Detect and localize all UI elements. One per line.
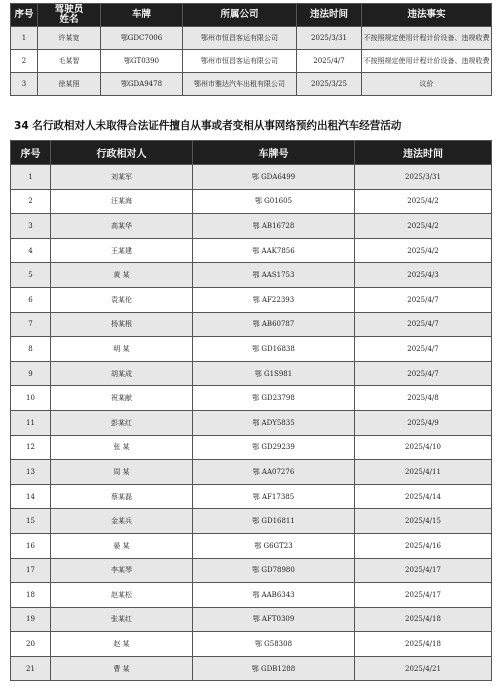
table-row [11,583,492,608]
table-cell: 2025/4/11 [355,460,492,485]
table-cell: 鄂GT0390 [101,50,183,73]
column-header: 驾驶员姓名 [38,4,101,27]
table-cell: 8 [11,337,51,362]
table-cell: 3 [11,214,51,239]
table-cell: 2025/4/2 [355,189,492,214]
table-cell: 鄂 AAS1753 [193,263,355,288]
table-cell: 鄂 G01605 [193,189,355,214]
table-cell: 鄂 AAB6343 [193,583,355,608]
table-row [11,607,492,632]
table-cell: 鄂 AF17385 [193,484,355,509]
table-cell: 2025/4/8 [355,386,492,411]
table-cell: 2025/4/14 [355,484,492,509]
table-cell: 14 [11,484,51,509]
table-cell: 彭某红 [51,410,193,435]
table-row [11,460,492,485]
table-cell: 黄 某 [51,263,193,288]
table-row [11,435,492,460]
table-cell: 2025/4/17 [355,558,492,583]
table-cell: 2025/4/21 [355,656,492,681]
table-cell: 2025/4/7 [297,50,362,73]
table-cell: 11 [11,410,51,435]
table-cell: 18 [11,583,51,608]
table-cell: 高某华 [51,214,193,239]
table-body [11,165,492,681]
table-cell: 鄂 AA07276 [193,460,355,485]
table-row [11,337,492,362]
table-row [11,312,492,337]
table-cell: 鄂 GD29239 [193,435,355,460]
table-cell: 汪某海 [51,189,193,214]
table-cell: 鄂 GD16838 [193,337,355,362]
column-header: 车牌号 [193,141,355,165]
table-cell: 5 [11,263,51,288]
table-cell: 12 [11,435,51,460]
table-cell: 19 [11,607,51,632]
table-cell: 20 [11,632,51,657]
table-cell: 2025/3/25 [297,73,362,96]
section-heading: 34 名行政相对人未取得合法证件擅自从事或者变相从事网络预约出租汽车经营活动 [14,120,402,132]
table-cell: 鄂 AAK7856 [193,238,355,263]
table-cell: 议价 [362,73,492,96]
table-cell: 杨某根 [51,312,193,337]
table-cell: 明 某 [51,337,193,362]
table-cell: 鄂 G1S981 [193,361,355,386]
table-row [11,361,492,386]
table-cell: 鄂 AB16728 [193,214,355,239]
table-cell: 徐某照 [38,73,101,96]
table-cell: 2025/3/31 [297,27,362,50]
table-row [11,533,492,558]
table-cell: 2025/4/7 [355,287,492,312]
table-cell: 2025/4/18 [355,632,492,657]
table-cell: 王某建 [51,238,193,263]
table-row [11,287,492,312]
table-cell: 鄂 AFT0309 [193,607,355,632]
table-row [11,165,492,190]
table-row [11,632,492,657]
table-cell: 2025/4/15 [355,509,492,534]
table-row [11,50,492,73]
table-cell: 鄂 AB60787 [193,312,355,337]
table-row [11,263,492,288]
table-cell: 鄂 G58308 [193,632,355,657]
table-cell: 9 [11,361,51,386]
table-row [11,214,492,239]
table-cell: 鄂GDC7006 [101,27,183,50]
table-cell: 鄂 G6GT23 [193,533,355,558]
table-header-row [11,141,492,165]
table-row [11,558,492,583]
table-row [11,238,492,263]
table-cell: 鄂 GD78980 [193,558,355,583]
table-cell: 胡某成 [51,361,193,386]
table-cell: 2025/4/9 [355,410,492,435]
column-header: 所属公司 [183,4,297,27]
table-cell: 祝某献 [51,386,193,411]
column-header: 序号 [11,141,51,165]
table-cell: 晏 某 [51,533,193,558]
table-row [11,27,492,50]
table-cell: 2025/4/3 [355,263,492,288]
table-cell: 15 [11,509,51,534]
table-body [11,27,492,96]
table-cell: 不按照规定使用计程计价设备、违规收费 [362,50,492,73]
table-cell: 7 [11,312,51,337]
table-cell: 6 [11,287,51,312]
table-row [11,509,492,534]
column-header: 违法时间 [355,141,492,165]
column-header: 违法时间 [297,4,362,27]
table-cell: 3 [11,73,38,96]
table-cell: 张 某 [51,435,193,460]
table-cell: 袁某伦 [51,287,193,312]
table-cell: 李某琴 [51,558,193,583]
table-row [11,73,492,96]
table-cell: 16 [11,533,51,558]
table-cell: 21 [11,656,51,681]
column-header: 行政相对人 [51,141,193,165]
table-cell: 不按照规定使用计程计价设备、违规收费 [362,27,492,50]
table-cell: 鄂 ADY5835 [193,410,355,435]
table-cell: 鄂 GD16811 [193,509,355,534]
table-cell: 鄂 GDB1288 [193,656,355,681]
table-cell: 周 某 [51,460,193,485]
table-cell: 2025/4/2 [355,214,492,239]
table-cell: 金某兵 [51,509,193,534]
table-cell: 许某宽 [38,27,101,50]
table-row [11,189,492,214]
table-cell: 鄂GDA9478 [101,73,183,96]
column-header: 序号 [11,4,38,27]
table-cell: 2025/4/7 [355,337,492,362]
table-cell: 蔡某磊 [51,484,193,509]
table-cell: 2025/4/7 [355,312,492,337]
table-cell: 鄂 AF22393 [193,287,355,312]
table-row [11,484,492,509]
table-cell: 赵 某 [51,632,193,657]
table-cell: 1 [11,165,51,190]
table-cell: 毛某智 [38,50,101,73]
table-cell: 鄂州市雅达汽车出租有限公司 [183,73,297,96]
table-cell: 鄂 GD23798 [193,386,355,411]
table-row [11,656,492,681]
table-cell: 2025/4/2 [355,238,492,263]
table-cell: 4 [11,238,51,263]
table-cell: 2025/4/10 [355,435,492,460]
table-cell: 13 [11,460,51,485]
table-cell: 2025/4/16 [355,533,492,558]
table-cell: 张某红 [51,607,193,632]
table-cell: 鄂州市恒昌客运有限公司 [183,27,297,50]
table-cell: 鄂 GDA6499 [193,165,355,190]
table-cell: 2 [11,189,51,214]
violation-table-ride-hailing [10,140,492,681]
table-cell: 鄂州市恒昌客运有限公司 [183,50,297,73]
table-cell: 2025/3/31 [355,165,492,190]
table-cell: 10 [11,386,51,411]
table-cell: 17 [11,558,51,583]
table-cell: 1 [11,27,38,50]
table-cell: 曹 某 [51,656,193,681]
table-row [11,410,492,435]
table-header-row [11,4,492,27]
table-cell: 2 [11,50,38,73]
violation-table-drivers [10,3,492,96]
table-cell: 刘某军 [51,165,193,190]
table-cell: 赵某松 [51,583,193,608]
table-cell: 2025/4/7 [355,361,492,386]
column-header: 车牌 [101,4,183,27]
table-cell: 2025/4/17 [355,583,492,608]
column-header: 违法事实 [362,4,492,27]
table-cell: 2025/4/18 [355,607,492,632]
table-row [11,386,492,411]
